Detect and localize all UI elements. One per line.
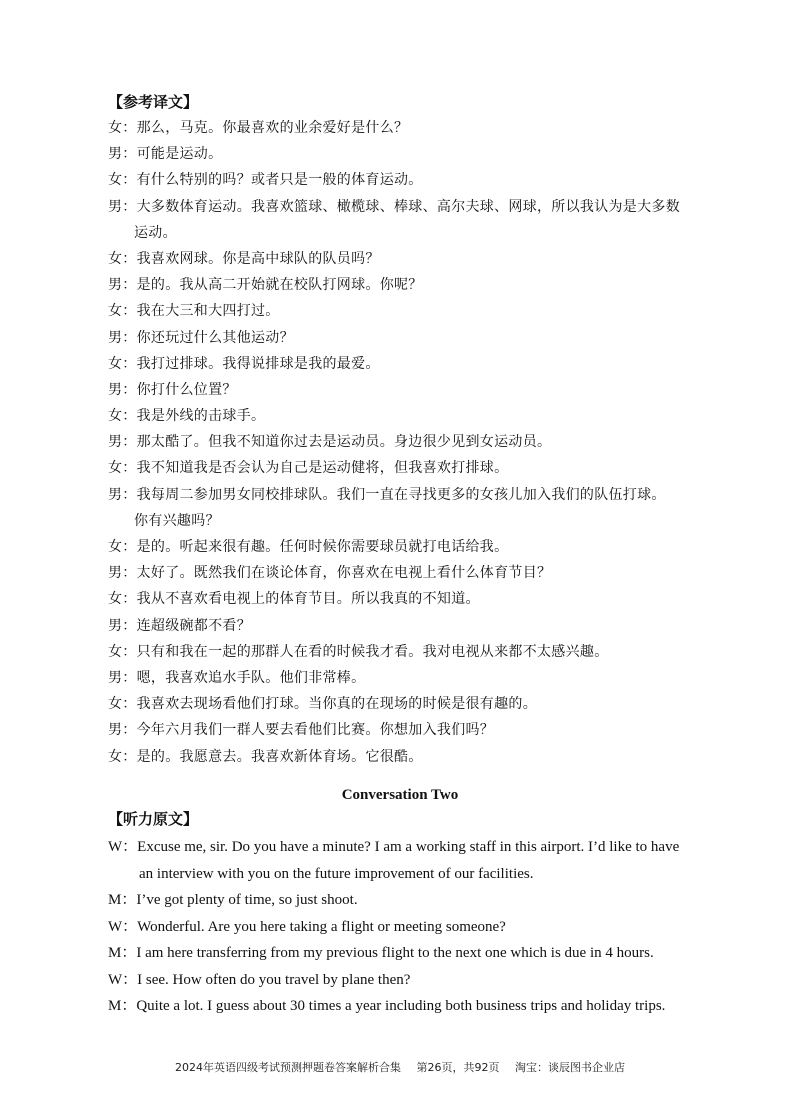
reference-translation-body [108,115,728,770]
dialogue-line: 女：是的。听起来很有趣。任何时候你需要球员就打电话给我。 [108,539,509,555]
dialogue-line: 男：今年六月我们一群人要去看他们比赛。你想加入我们吗？ [108,722,495,739]
dialogue-line: W：I see. How often do you travel by plane then? [108,971,411,988]
dialogue-line: 男：连超级碗都不看？ [108,617,251,634]
footer-shop: 淘宝：谈辰图书企业店 [515,1061,625,1074]
dialogue-line: 男：太好了。既然我们在谈论体育，你喜欢在电视上看什么体育节目？ [108,565,552,582]
footer-title: 2024年英语四级考试预测押题卷答案解析合集 [175,1061,401,1074]
footer-page-info: 第26页，共92页 [416,1061,500,1074]
conversation-title: Conversation Two [341,787,459,803]
page-footer [0,1060,800,1076]
reference-translation-heading: 【参考译文】 [108,93,199,111]
dialogue-line: 男：那太酷了。但我不知道你过去是运动员。身边很少见到女运动员。 [108,434,552,451]
dialogue-line: W：Wonderful. Are you here taking a flight or meeting someone? [108,918,506,935]
dialogue-line: M：I’ve got plenty of time, so just shoot. [108,892,358,908]
dialogue-line: 女：我从不喜欢看电视上的体育节目。所以我真的不知道。 [108,591,480,608]
dialogue-line: W：Excuse me, sir. Do you have a minute? I am a working staff in this airport. I’d like to have [108,839,680,855]
dialogue-line-continuation: an interview with you on the future improvement of our facilities. [139,865,534,882]
dialogue-line: 女：只有和我在一起的那群人在看的时候我才看。我对电视从来都不太感兴趣。 [108,643,609,660]
listening-original-heading: 【听力原文】 [108,810,199,828]
dialogue-line: 男：大多数体育运动。我喜欢篮球、橄榄球、棒球、高尔夫球、网球，所以我认为是大多数 [108,198,680,215]
dialogue-line: 男：可能是运动。 [108,146,223,163]
dialogue-line: 女：我不知道我是否会认为自己是运动健将，但我喜欢打排球。 [108,460,509,477]
dialogue-line: 男：我每周二参加男女同校排球队。我们一直在寻找更多的女孩儿加入我们的队伍打球。 [108,486,666,503]
dialogue-line-continuation: 你有兴趣吗？ [134,512,220,529]
dialogue-line: 女：我喜欢去现场看他们打球。当你真的在现场的时候是很有趣的。 [108,696,537,713]
dialogue-line: 男：是的。我从高二开始就在校队打网球。你呢？ [108,277,423,294]
dialogue-line: 男：你还玩过什么其他运动？ [108,329,294,346]
dialogue-line: M：I am here transferring from my previous flight to the next one which is due in 4 hours. [108,945,654,961]
listening-original-body [108,834,728,1020]
dialogue-line: 女：我喜欢网球。你是高中球队的队员吗？ [108,250,380,267]
dialogue-line: 女：我是外线的击球手。 [108,408,266,425]
dialogue-line: 女：那么，马克。你最喜欢的业余爱好是什么？ [108,120,409,136]
dialogue-line: 女：是的。我愿意去。我喜欢新体育场。它很酷。 [108,748,423,765]
dialogue-line: 男：嗯，我喜欢追水手队。他们非常棒。 [108,669,366,686]
dialogue-line: 女：有什么特别的吗？或者只是一般的体育运动。 [108,172,423,189]
dialogue-line: 男：你打什么位置？ [108,381,237,398]
dialogue-line: 女：我打过排球。我得说排球是我的最爱。 [108,355,380,372]
dialogue-line-continuation: 运动。 [134,224,177,241]
dialogue-line: M：Quite a lot. I guess about 30 times a year including both business trips and holiday trips. [108,998,666,1014]
dialogue-line: 女：我在大三和大四打过。 [108,303,280,320]
